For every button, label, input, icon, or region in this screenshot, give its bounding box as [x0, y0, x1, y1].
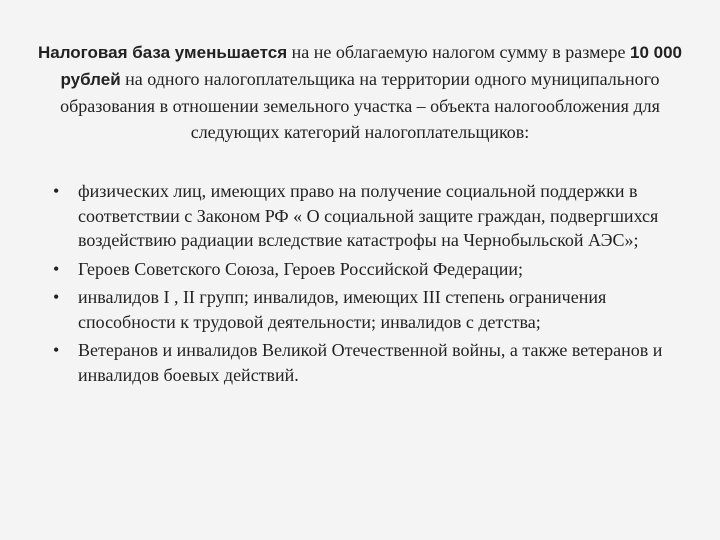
heading-text-2: на одного налогоплательщика на территории одного муниципального образования в отношении земельного участка – объекта налогообложения для следующих категорий налогоплательщиков: [60, 69, 660, 142]
heading-bold-amount: 10 000 рублей [60, 43, 683, 89]
list-item-text: инвалидов I , II групп; инвалидов, имеющих III степень ограничения способности к трудовой деятельности; инвалидов с детства; [78, 287, 607, 332]
bullet-icon: • [53, 340, 60, 360]
bullet-icon: • [53, 287, 60, 307]
list-item [48, 179, 688, 253]
bullet-icon: • [53, 258, 60, 279]
list-item-text: Героев Советского Союза, Героев Российской Федерации; [78, 258, 523, 279]
list-item-text: Ветеранов и инвалидов Великой Отечественной войны, а также ветеранов и инвалидов боевых действий. [78, 340, 663, 385]
bullet-icon: • [53, 181, 60, 201]
list-item [48, 257, 688, 282]
category-list [48, 179, 688, 391]
list-item-text: физических лиц, имеющих право на получение социальной поддержки в соответствии с Законом РФ « О социальной защите граждан, подвергшихся воздействию радиации вследствие катастрофы на Чернобыльской АЭС»; [78, 181, 659, 250]
list-item [48, 338, 688, 387]
heading-bold-tax-base: Налоговая база уменьшается [37, 43, 288, 62]
list-item [48, 285, 688, 334]
heading-text-1: на не облагаемую налогом сумму в размере [287, 42, 631, 62]
slide-heading [30, 39, 690, 145]
